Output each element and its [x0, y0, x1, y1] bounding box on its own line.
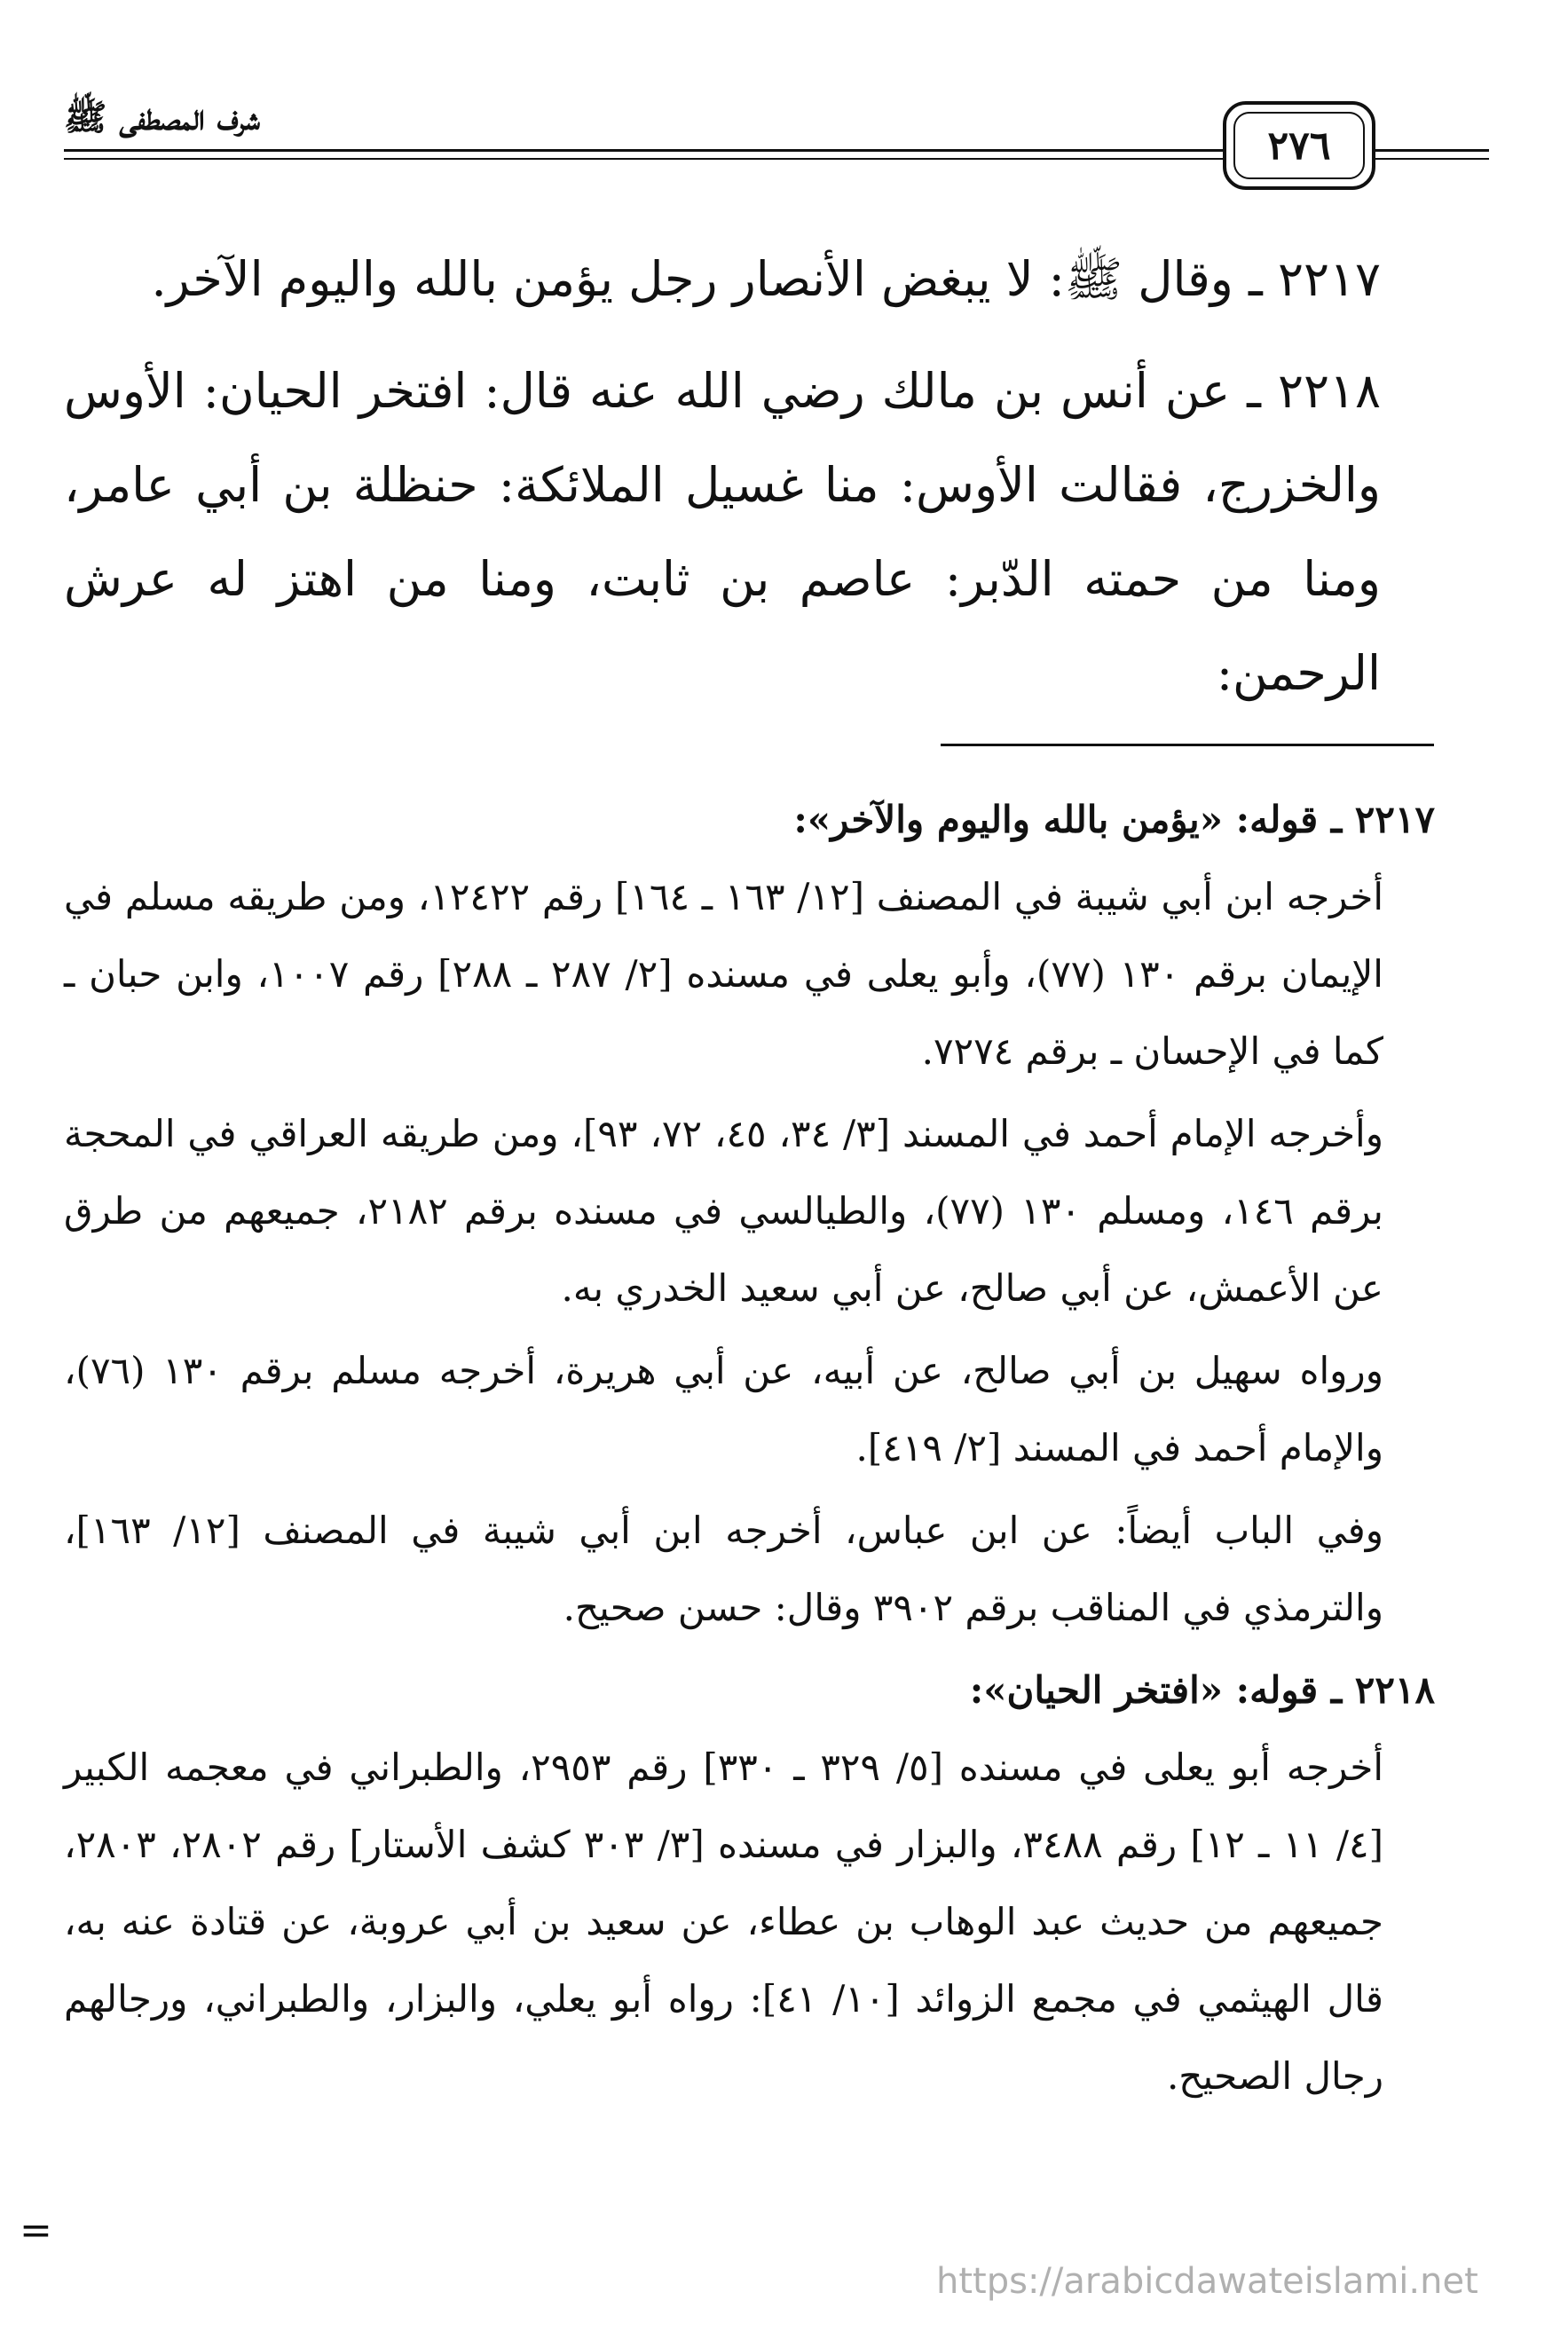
footnote-paragraph: أخرجه ابن أبي شيبة في المصنف [١٢/ ١٦٣ ـ ١٦٤] رقم ١٢٤٢٢، ومن طريقه مسلم في الإيمان برقم ١٣٠ (٧٧)، وأبو يعلى في مسنده [٢/ ٢٨٧ ـ ٢٨٨] رقم ١٠٠٧، وابن حبان ـ كما في الإحسان ـ برقم ٧٢٧٤. — [64, 875, 1383, 1073]
footnote-paragraph: ورواه سهيل بن أبي صالح، عن أبيه، عن أبي هريرة، أخرجه مسلم برقم ١٣٠ (٧٦)، والإمام أحمد في المسند [٢/ ٤١٩]. — [64, 1349, 1383, 1469]
footnote-paragraph: أخرجه أبو يعلى في مسنده [٥/ ٣٢٩ ـ ٣٣٠] رقم ٢٩٥٣، والطبراني في معجمه الكبير [٤/ ١١ ـ ١٢] رقم ٣٤٨٨، والبزار في مسنده [٣/ ٣٠٣ كشف الأستار] رقم ٢٨٠٢، ٢٨٠٣، جميعهم من حديث عبد الوهاب بن عطاء، عن سعيد بن أبي عروبة، عن قتادة عنه به، قال الهيثمي في مجمع الزوائد [١٠/ ٤١]: رواه أبو يعلي، والبزار، والطبراني، ورجالهم رجال الصحيح. — [64, 1745, 1383, 2098]
footnote-paragraph: وأخرجه الإمام أحمد في المسند [٣/ ٣٤، ٤٥، ٧٢، ٩٣]، ومن طريقه العراقي في المحجة برقم ١٤٦، ومسلم ١٣٠ (٧٧)، والطيالسي في مسنده برقم ٢١٨٢، جميعهم من طرق عن الأعمش، عن أبي صالح، عن أبي سعيد الخدري به. — [64, 1112, 1383, 1310]
header-rule — [1374, 149, 1489, 152]
continuation-mark: = — [20, 2208, 52, 2253]
page-number-frame — [1223, 101, 1375, 190]
hadith-2218: ٢٢١٨ ـ عن أنس بن مالك رضي الله عنه قال: افتخر الحيان: الأوس والخزرج، فقالت الأوس: منا غسيل الملائكة: حنظلة بن أبي عامر، ومنا من حمته الدّبر: عاصم بن ثابت، ومنا من اهتز له عرش الرحمن: — [64, 363, 1381, 701]
footnotes — [64, 781, 1435, 2120]
page-number: ٢٧٦ — [1233, 112, 1365, 179]
watermark-url: https://arabicdawateislami.net — [936, 2261, 1478, 2302]
running-header-title: شرف المصطفى ﷺ — [64, 97, 260, 138]
footnote-paragraph: وفي الباب أيضاً: عن ابن عباس، أخرجه ابن أبي شيبة في المصنف [١٢/ ١٦٣]، والترمذي في المناقب برقم ٣٩٠٢ وقال: حسن صحيح. — [64, 1509, 1383, 1629]
footnote-separator — [941, 744, 1434, 746]
header-rule — [1374, 158, 1489, 160]
header-rule — [64, 158, 1225, 160]
footnote-heading-2217: ٢٢١٧ ـ قوله: «يؤمن بالله واليوم والآخر»: — [793, 798, 1435, 841]
main-text — [64, 232, 1430, 738]
footnote-heading-2218: ٢٢١٨ ـ قوله: «افتخر الحيان»: — [969, 1668, 1435, 1712]
header-rule — [64, 149, 1225, 152]
hadith-2217: ٢٢١٧ ـ وقال ﷺ: لا يبغض الأنصار رجل يؤمن بالله واليوم الآخر. — [151, 251, 1381, 307]
